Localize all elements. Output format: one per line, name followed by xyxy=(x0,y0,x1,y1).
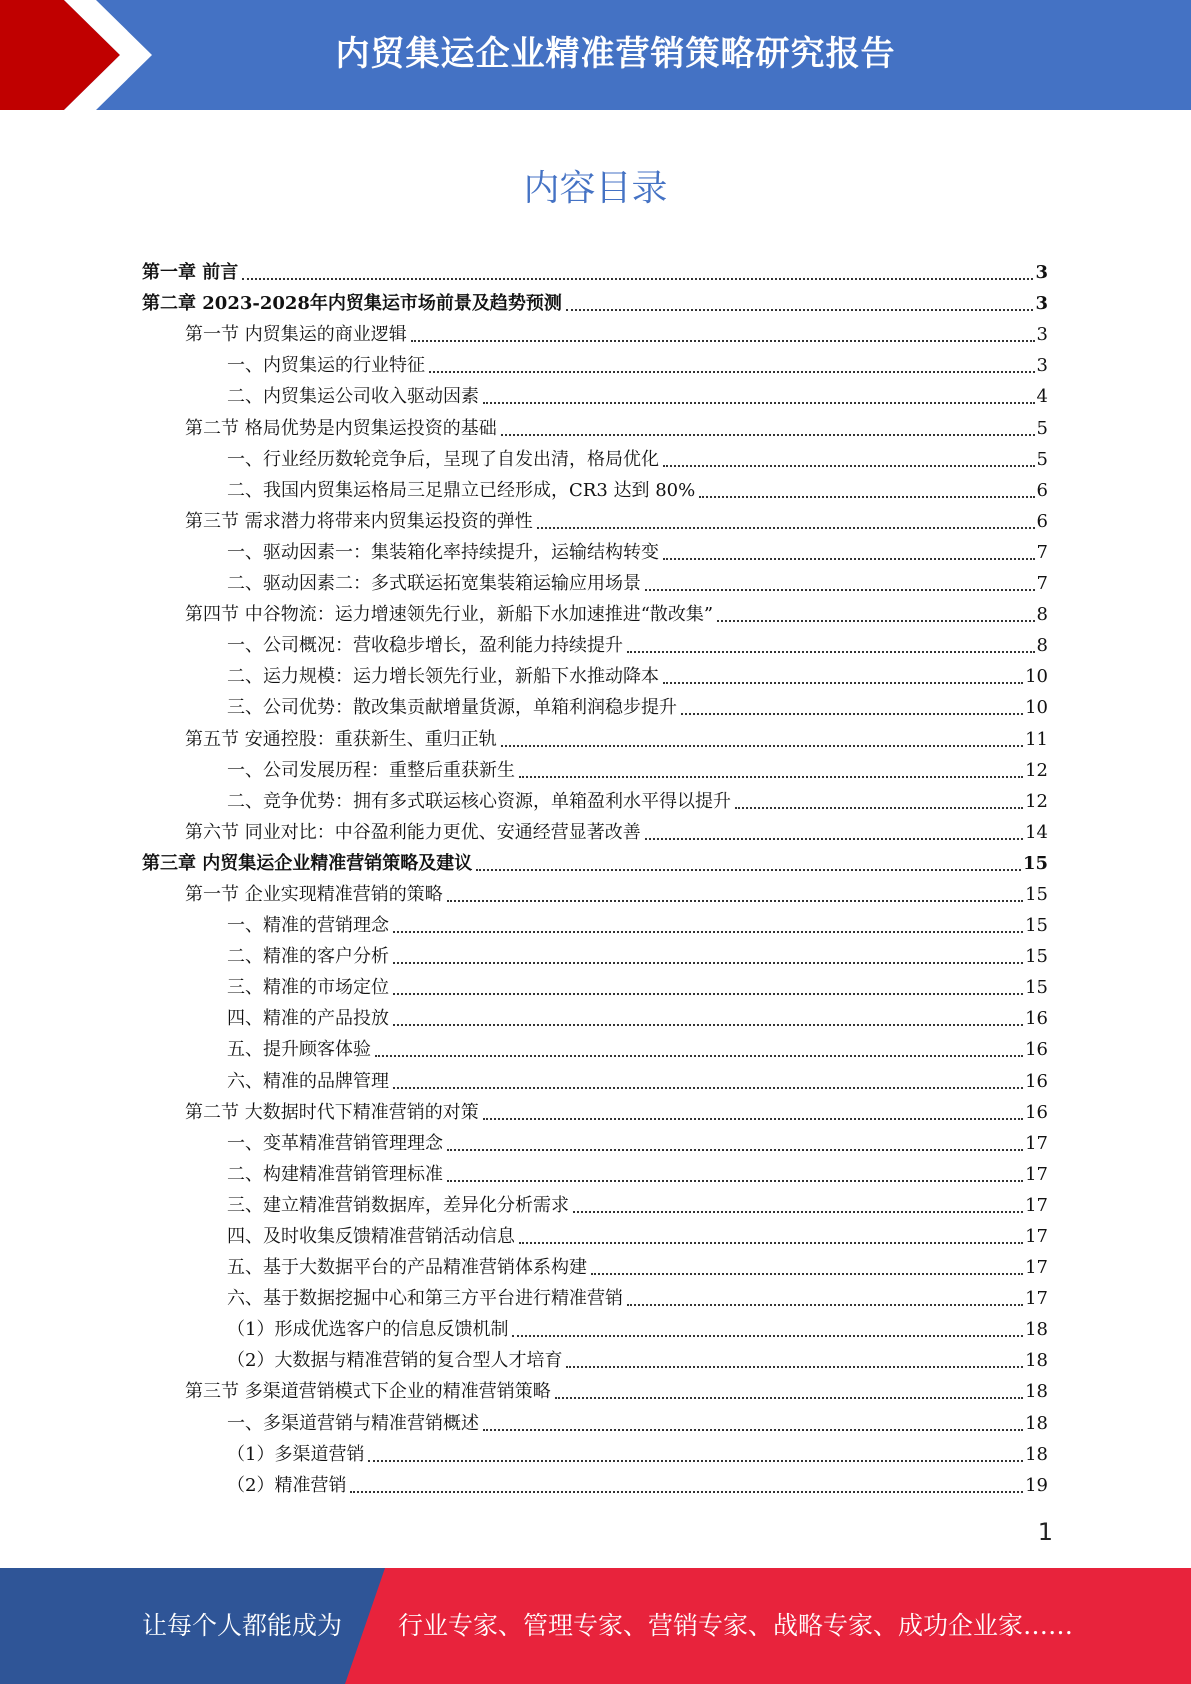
toc-entry-page: 17 xyxy=(1025,1194,1048,1216)
toc-leader-dots xyxy=(393,961,1023,964)
toc-entry-label: 第二节 格局优势是内贸集运投资的基础 xyxy=(185,417,497,439)
toc-entry-label: 六、精准的品牌管理 xyxy=(227,1070,389,1092)
toc-leader-dots xyxy=(627,1303,1023,1306)
page-footer xyxy=(0,1568,1191,1684)
toc-entry[interactable] xyxy=(142,1218,1048,1249)
toc-entry-page: 19 xyxy=(1025,1474,1048,1496)
toc-entry-label: 二、我国内贸集运格局三足鼎立已经形成，CR3 达到 80% xyxy=(227,479,696,501)
toc-entry-page: 16 xyxy=(1025,1070,1048,1092)
toc-entry-label: 第二章 2023-2028年内贸集运市场前景及趋势预测 xyxy=(142,293,562,315)
toc-entry-page: 15 xyxy=(1025,915,1048,937)
toc-entry-label: 第二节 大数据时代下精准营销的对策 xyxy=(185,1101,479,1123)
toc-entry[interactable] xyxy=(142,1187,1048,1218)
toc-entry-page: 7 xyxy=(1036,541,1048,563)
toc-entry-page: 7 xyxy=(1036,573,1048,595)
toc-entry-page: 3 xyxy=(1035,293,1048,315)
toc-entry-label: （1）多渠道营销 xyxy=(227,1443,365,1465)
toc-leader-dots xyxy=(645,837,1023,840)
toc-heading: 内容目录 xyxy=(523,168,668,209)
page-number: 1 xyxy=(1037,1518,1053,1546)
toc-entry-page: 14 xyxy=(1025,821,1048,843)
report-title: 内贸集运企业精准营销策略研究报告 xyxy=(335,34,896,74)
toc-entry-page: 12 xyxy=(1025,790,1048,812)
toc-entry-label: 三、建立精准营销数据库，差异化分析需求 xyxy=(227,1194,569,1216)
toc-entry[interactable] xyxy=(142,565,1048,596)
toc-entry-page: 6 xyxy=(1036,510,1048,532)
footer-slogan-right: 行业专家、管理专家、营销专家、战略专家、成功企业家…… xyxy=(398,1611,1074,1640)
toc-entry-page: 17 xyxy=(1025,1257,1048,1279)
toc-entry-label: 二、运力规模：运力增长领先行业，新船下水推动降本 xyxy=(227,666,659,688)
toc-leader-dots xyxy=(483,401,1035,404)
toc-leader-dots xyxy=(555,1396,1023,1399)
toc-entry-label: 一、精准的营销理念 xyxy=(227,915,389,937)
toc-entry[interactable] xyxy=(142,689,1048,720)
toc-entry[interactable] xyxy=(142,1467,1048,1498)
toc-entry-label: 一、驱动因素一：集装箱化率持续提升，运输结构转变 xyxy=(227,541,659,563)
toc-leader-dots xyxy=(483,1428,1023,1431)
toc-entry-label: 四、及时收集反馈精准营销活动信息 xyxy=(227,1226,515,1247)
toc-entry-label: 第三节 需求潜力将带来内贸集运投资的弹性 xyxy=(185,510,533,532)
toc-entry[interactable] xyxy=(142,285,1048,316)
toc-entry-page: 18 xyxy=(1025,1350,1048,1372)
toc-entry[interactable] xyxy=(142,1031,1048,1062)
page-header xyxy=(0,0,1191,110)
toc-leader-dots xyxy=(566,308,1034,311)
toc-entry[interactable] xyxy=(142,1373,1048,1404)
toc-entry-label: （2）精准营销 xyxy=(227,1474,347,1496)
toc-entry[interactable] xyxy=(142,1404,1048,1435)
toc-leader-dots xyxy=(663,681,1023,684)
toc-entry-page: 3 xyxy=(1036,355,1048,377)
toc-leader-dots xyxy=(717,619,1034,622)
toc-entry[interactable] xyxy=(142,876,1048,907)
toc-entry-page: 16 xyxy=(1025,1039,1048,1061)
toc-entry-label: 第一节 内贸集运的商业逻辑 xyxy=(185,324,407,346)
toc-entry[interactable] xyxy=(142,1156,1048,1187)
toc-entry-label: 二、竞争优势：拥有多式联运核心资源，单箱盈利水平得以提升 xyxy=(227,790,731,812)
toc-entry-page: 3 xyxy=(1035,262,1048,284)
toc-entry[interactable] xyxy=(142,658,1048,689)
toc-leader-dots xyxy=(476,868,1021,871)
toc-leader-dots xyxy=(429,370,1035,373)
toc-entry-label: 二、构建精准营销管理标准 xyxy=(227,1163,443,1185)
toc-entry-page: 5 xyxy=(1036,448,1048,470)
toc-entry-label: 二、精准的客户分析 xyxy=(227,946,389,968)
toc-entry-label: 三、公司优势：散改集贡献增量货源，单箱利润稳步提升 xyxy=(227,697,677,719)
toc-leader-dots xyxy=(350,1490,1023,1493)
toc-leader-dots xyxy=(512,1334,1023,1337)
toc-entry[interactable] xyxy=(142,814,1048,845)
toc-entry-label: 三、精准的市场定位 xyxy=(227,977,389,999)
toc-leader-dots xyxy=(368,1459,1023,1462)
toc-entry-page: 18 xyxy=(1025,1443,1048,1465)
toc-entry-label: 六、基于数据挖掘中心和第三方平台进行精准营销 xyxy=(227,1288,623,1310)
toc-leader-dots xyxy=(501,744,1023,747)
toc-entry[interactable] xyxy=(142,938,1048,969)
toc-entry-page: 5 xyxy=(1036,417,1048,439)
toc-leader-dots xyxy=(537,526,1035,529)
toc-leader-dots xyxy=(393,930,1023,933)
toc-entry[interactable] xyxy=(142,347,1048,378)
toc-entry[interactable] xyxy=(142,783,1048,814)
toc-leader-dots xyxy=(393,1023,1023,1026)
toc-leader-dots xyxy=(627,650,1035,653)
toc-leader-dots xyxy=(519,775,1023,778)
toc-entry-label: 第三章 内贸集运企业精准营销策略及建议 xyxy=(142,852,473,874)
toc-entry[interactable] xyxy=(142,845,1048,876)
toc-entry-page: 18 xyxy=(1025,1381,1048,1403)
toc-leader-dots xyxy=(645,588,1035,591)
toc-entry[interactable] xyxy=(142,1000,1048,1031)
toc-entry[interactable] xyxy=(142,627,1048,658)
toc-entry-label: 第四节 中谷物流：运力增速领先行业，新船下水加速推进“散改集” xyxy=(185,604,714,626)
toc-entry-page: 3 xyxy=(1036,324,1048,346)
toc-entry-label: 第五节 安通控股：重获新生、重归正轨 xyxy=(185,728,497,750)
toc-leader-dots xyxy=(375,1054,1023,1057)
toc-entry-page: 17 xyxy=(1025,1163,1048,1185)
toc-entry-label: （2）大数据与精准营销的复合型人才培育 xyxy=(227,1350,563,1372)
toc-entry-page: 16 xyxy=(1025,1101,1048,1123)
toc-entry-label: 五、提升顾客体验 xyxy=(227,1039,371,1061)
toc-entry-label: 第六节 同业对比：中谷盈利能力更优、安通经营显著改善 xyxy=(185,821,641,843)
toc-entry-page: 18 xyxy=(1025,1412,1048,1434)
toc-leader-dots xyxy=(447,899,1023,902)
toc-leader-dots xyxy=(447,1179,1023,1182)
toc-entry[interactable] xyxy=(142,1125,1048,1156)
toc-entry[interactable] xyxy=(142,907,1048,938)
toc-entry-page: 10 xyxy=(1025,697,1048,719)
toc-entry-label: 一、公司发展历程：重整后重获新生 xyxy=(227,759,515,781)
toc-entry[interactable] xyxy=(142,472,1048,503)
toc-entry[interactable] xyxy=(142,1094,1048,1125)
toc-entry[interactable] xyxy=(142,1342,1048,1373)
toc-entry-label: 第一章 前言 xyxy=(142,262,239,284)
toc-entry-page: 4 xyxy=(1036,386,1048,408)
toc-entry-page: 12 xyxy=(1025,759,1048,781)
toc-entry[interactable] xyxy=(142,1311,1048,1342)
toc-entry-page: 8 xyxy=(1036,635,1048,657)
toc-entry[interactable] xyxy=(142,1249,1048,1280)
toc-entry-page: 17 xyxy=(1025,1132,1048,1154)
toc-entry[interactable] xyxy=(142,720,1048,751)
toc-leader-dots xyxy=(393,1086,1023,1089)
toc-leader-dots xyxy=(663,557,1035,560)
toc-leader-dots xyxy=(566,1365,1023,1368)
toc-entry-label: 一、变革精准营销管理理念 xyxy=(227,1132,443,1154)
toc-entry[interactable] xyxy=(142,254,1048,285)
table-of-contents xyxy=(142,254,1048,1498)
toc-entry-label: 四、精准的产品投放 xyxy=(227,1008,389,1030)
toc-entry-label: 五、基于大数据平台的产品精准营销体系构建 xyxy=(227,1257,587,1279)
toc-leader-dots xyxy=(393,992,1023,995)
toc-leader-dots xyxy=(519,1241,1023,1244)
toc-entry[interactable] xyxy=(142,969,1048,1000)
toc-entry-label: 二、驱动因素二：多式联运拓宽集装箱运输应用场景 xyxy=(227,573,641,595)
toc-entry-page: 17 xyxy=(1025,1226,1048,1247)
toc-entry[interactable] xyxy=(142,409,1048,440)
toc-entry[interactable] xyxy=(142,752,1048,783)
toc-leader-dots xyxy=(663,464,1035,467)
toc-entry[interactable] xyxy=(142,534,1048,565)
toc-leader-dots xyxy=(591,1272,1023,1275)
toc-entry-page: 8 xyxy=(1036,604,1048,626)
toc-leader-dots xyxy=(735,806,1023,809)
toc-entry-label: （1）形成优选客户的信息反馈机制 xyxy=(227,1319,509,1341)
toc-leader-dots xyxy=(447,1148,1023,1151)
toc-entry-page: 15 xyxy=(1025,883,1048,905)
toc-entry[interactable] xyxy=(142,503,1048,534)
toc-entry[interactable] xyxy=(142,1436,1048,1467)
toc-entry-label: 一、行业经历数轮竞争后，呈现了自发出清，格局优化 xyxy=(227,448,659,470)
toc-entry-label: 一、公司概况：营收稳步增长，盈利能力持续提升 xyxy=(227,635,623,657)
toc-entry[interactable] xyxy=(142,596,1048,627)
footer-slogan-left: 让每个人都能成为 xyxy=(142,1611,343,1640)
toc-entry-label: 一、多渠道营销与精准营销概述 xyxy=(227,1412,479,1434)
toc-entry-page: 6 xyxy=(1036,479,1048,501)
toc-entry-label: 二、内贸集运公司收入驱动因素 xyxy=(227,386,479,408)
toc-entry-page: 15 xyxy=(1022,852,1048,874)
toc-leader-dots xyxy=(573,1210,1023,1213)
toc-entry-page: 16 xyxy=(1025,1008,1048,1030)
toc-entry[interactable] xyxy=(142,316,1048,347)
toc-entry-page: 18 xyxy=(1025,1319,1048,1341)
toc-entry-label: 一、内贸集运的行业特征 xyxy=(227,355,425,377)
toc-entry[interactable] xyxy=(142,441,1048,472)
toc-entry-page: 17 xyxy=(1025,1288,1048,1310)
toc-entry-label: 第一节 企业实现精准营销的策略 xyxy=(185,883,443,905)
toc-entry-page: 10 xyxy=(1025,666,1048,688)
toc-leader-dots xyxy=(483,1117,1023,1120)
toc-entry-page: 15 xyxy=(1025,977,1048,999)
toc-leader-dots xyxy=(501,433,1035,436)
toc-entry-label: 第三节 多渠道营销模式下企业的精准营销策略 xyxy=(185,1381,551,1403)
toc-leader-dots xyxy=(411,339,1035,342)
toc-entry-page: 15 xyxy=(1025,946,1048,968)
toc-leader-dots xyxy=(681,712,1023,715)
toc-leader-dots xyxy=(699,495,1034,498)
toc-entry[interactable] xyxy=(142,378,1048,409)
toc-entry[interactable] xyxy=(142,1062,1048,1093)
toc-leader-dots xyxy=(242,277,1033,280)
toc-entry[interactable] xyxy=(142,1280,1048,1311)
toc-entry-page: 11 xyxy=(1025,728,1048,750)
